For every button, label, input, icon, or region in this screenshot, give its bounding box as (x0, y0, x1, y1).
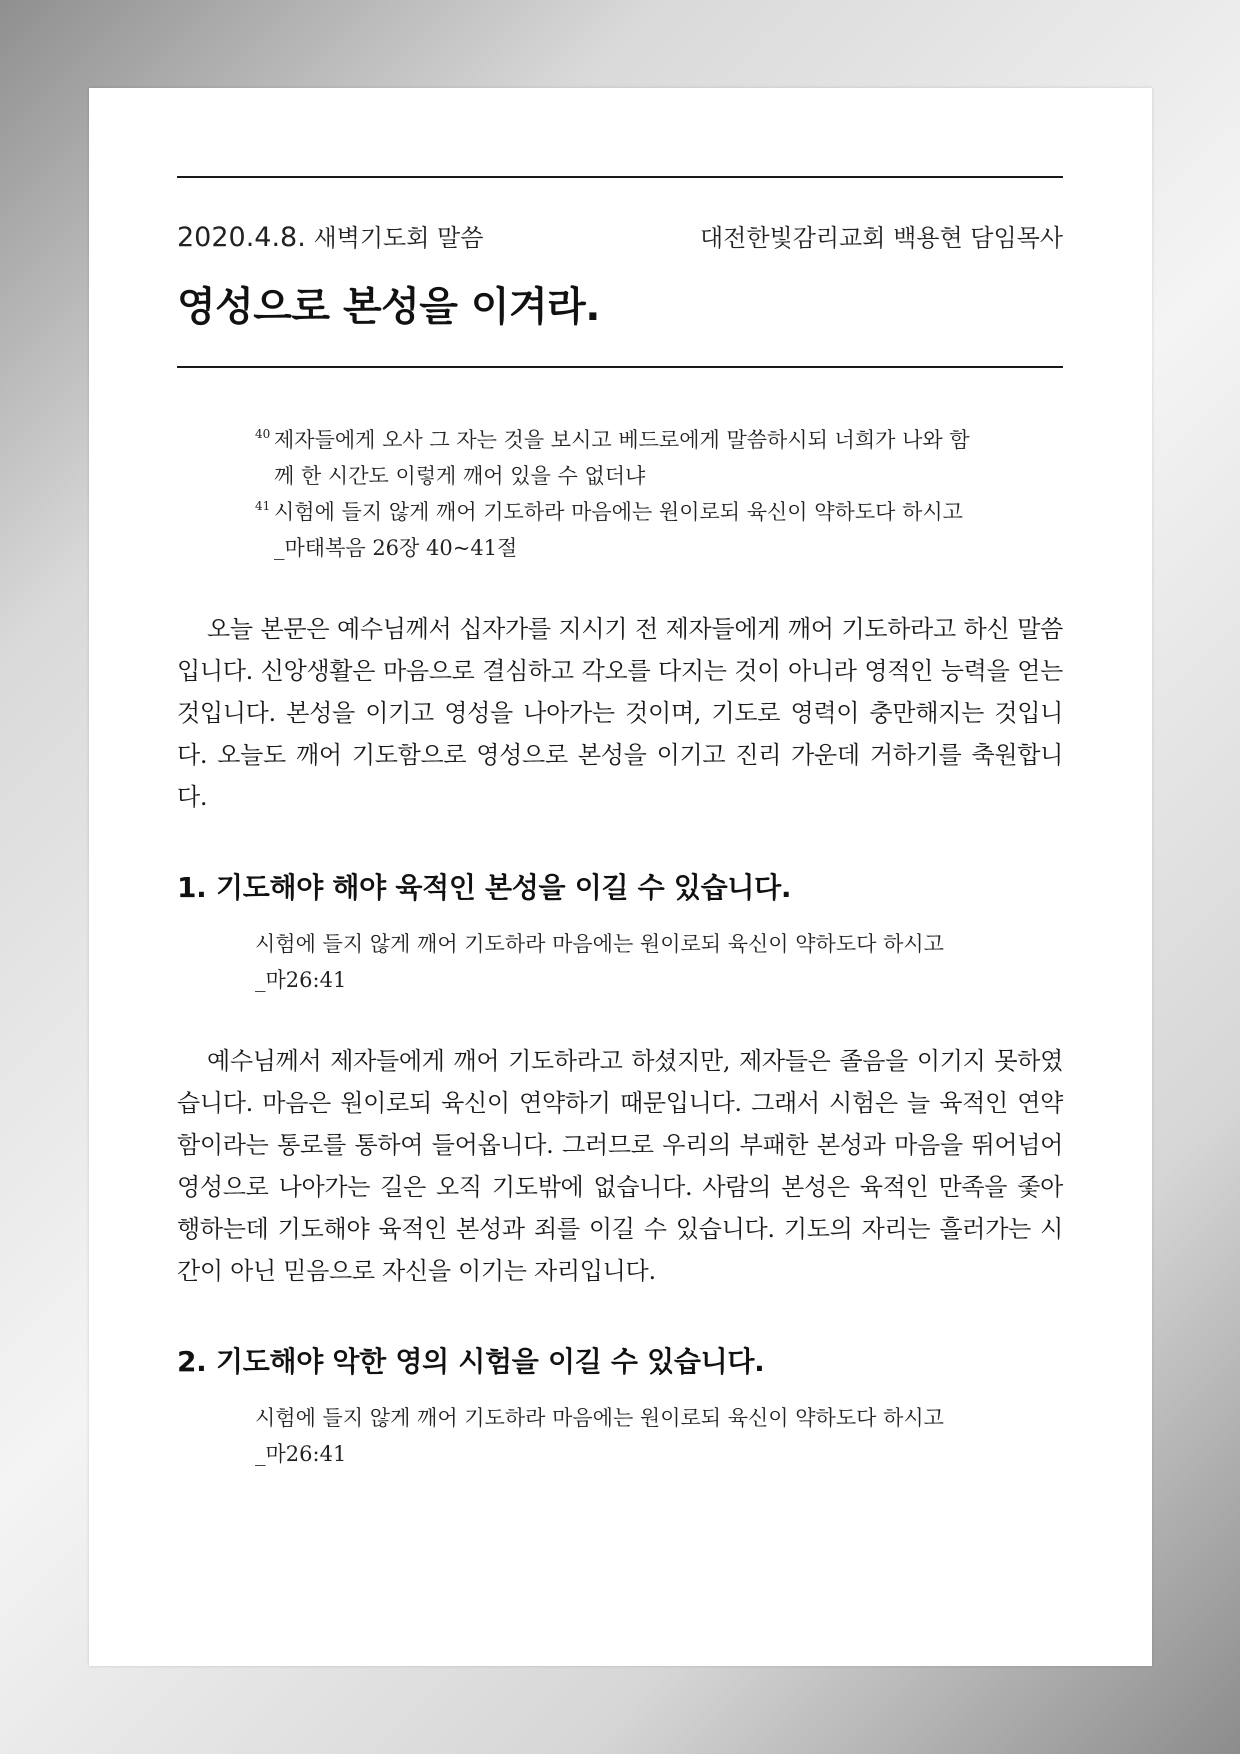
scripture-passage (255, 422, 985, 566)
verse-text: 제자들에게 오사 그 자는 것을 보시고 베드로에게 말씀하시되 너희가 나와 함께 한 시간도 이렇게 깨어 있을 수 없더냐 (274, 428, 970, 488)
service-date: 2020.4.8. (177, 222, 306, 253)
verse-41 (255, 494, 985, 530)
section-1-quote (255, 926, 1063, 998)
church-name: 대전한빛감리교회 (699, 224, 886, 252)
document-content (177, 176, 1063, 1472)
quote-text: 시험에 들지 않게 깨어 기도하라 마음에는 원이로되 육신이 약하도다 하시고 (255, 932, 944, 956)
title-rule (177, 366, 1063, 368)
sermon-title: 영성으로 본성을 이겨라. (177, 284, 600, 330)
section-1-body: 예수님께서 제자들에게 깨어 기도하라고 하셨지만, 제자들은 졸음을 이기지 못하였습니다. 마음은 원이로되 육신이 연약하기 때문입니다. 그래서 시험은 늘 육적인 연약함이라는 통로를 통하여 들어옵니다. 그러므로 우리의 부패한 본성과 마음을 뛰어넘어 영성으로 나아가는 길은 오직 기도밖에 없습니다. 사람의 본성은 육적인 만족을 좇아 행하는데 기도해야 육적인 본성과 죄를 이길 수 있습니다. 기도의 자리는 흘러가는 시간이 아닌 믿음으로 자신을 이기는 자리입니다. (177, 1047, 1063, 1285)
section-2-quote (255, 1400, 1063, 1472)
verse-text: 시험에 들지 않게 깨어 기도하라 마음에는 원이로되 육신이 약하도다 하시고 (274, 500, 963, 524)
quote-reference: _마26:41 (255, 968, 347, 992)
intro-paragraph: 오늘 본문은 예수님께서 십자가를 지시기 전 제자들에게 깨어 기도하라고 하신 말씀입니다. 신앙생활은 마음으로 결심하고 각오를 다지는 것이 아니라 영적인 능력을 얻는 것입니다. 본성을 이기고 영성을 나아가는 것이며, 기도로 영력이 충만해지는 것입니다. 오늘도 깨어 기도함으로 영성으로 본성을 이기고 진리 가운데 거하기를 축원합니다. (177, 615, 1063, 811)
quote-text: 시험에 들지 않게 깨어 기도하라 마음에는 원이로되 육신이 약하도다 하시고 (255, 1406, 944, 1430)
author-info (700, 218, 1063, 253)
section-2-heading: 2. 기도해야 악한 영의 시험을 이길 수 있습니다. (177, 1345, 765, 1378)
pastor-name: 백용현 담임목사 (893, 224, 1063, 252)
service-name: 새벽기도회 말씀 (313, 224, 484, 252)
section-1-heading: 1. 기도해야 해야 육적인 본성을 이길 수 있습니다. (177, 871, 792, 904)
service-info (177, 218, 483, 253)
verse-number: 41 (255, 499, 271, 513)
verse-number: 40 (255, 427, 271, 441)
header-meta (177, 218, 1063, 253)
scripture-reference: _마태복음 26장 40~41절 (274, 536, 518, 560)
verse-40 (255, 422, 985, 494)
top-rule (177, 176, 1063, 178)
quote-reference: _마26:41 (255, 1442, 347, 1466)
document-page (89, 88, 1152, 1666)
